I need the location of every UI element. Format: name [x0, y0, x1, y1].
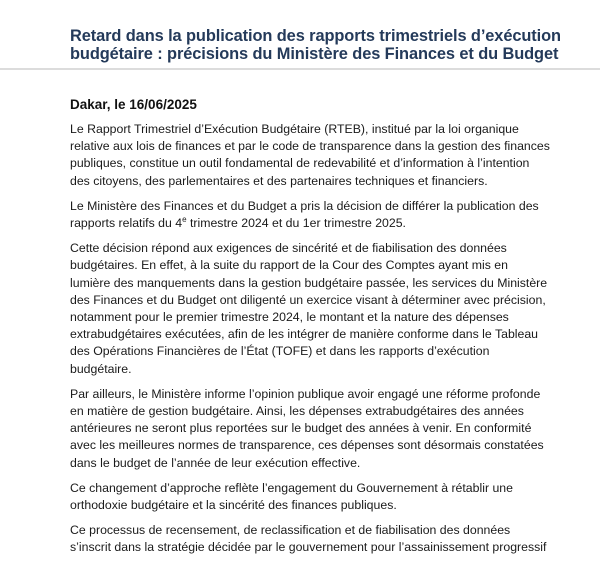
paragraph-line: Le Rapport Trimestriel d’Exécution Budgétaire (RTEB), institué par la loi organique	[70, 122, 519, 136]
paragraph-line: budgétaire.	[70, 361, 132, 376]
paragraph-line: avec les meilleures normes de transparence, ces dépenses sont désormais constatées	[70, 438, 544, 453]
paragraph-line: des Opérations Financières de l’État (TOFE) et dans les rapports d’exécution	[70, 344, 490, 359]
paragraph-line: Ce processus de recensement, de reclassification et de fiabilisation des données	[70, 523, 511, 538]
paragraph-line: extrabudgétaires exécutées, afin de les intégrer de manière conforme dans le Tableau	[70, 327, 539, 342]
page-title-line: budgétaire : précisions du Ministère des Finances et du Budget	[70, 45, 559, 63]
paragraph	[70, 480, 530, 514]
paragraph-line: des Finances et du Budget ont diligenté un exercice visant à déterminer avec précision,	[70, 292, 546, 307]
paragraph-line	[70, 215, 530, 232]
paragraph	[70, 386, 544, 472]
paragraph	[70, 240, 548, 378]
document-body	[70, 121, 550, 565]
paragraph	[70, 522, 547, 556]
paragraph-line: des citoyens, des parlementaires et des partenaires techniques et financiers.	[70, 173, 488, 188]
paragraph	[70, 198, 539, 232]
paragraph-line: dans le budget de l’année de leur exécution effective.	[70, 455, 361, 470]
paragraph-line: en matière de gestion budgétaire. Ainsi, les dépenses extrabudgétaires des années	[70, 404, 524, 419]
dateline: Dakar, le 16/06/2025	[70, 97, 197, 112]
paragraph-text-fragment: rapports relatifs du 4	[70, 216, 183, 231]
paragraph-line: orthodoxie budgétaire et la sincérité des finances publiques.	[70, 498, 397, 513]
paragraph-line: publiques, constitue un outil fondamental de redevabilité et d’information à l’intention	[70, 156, 530, 171]
paragraph-line: Par ailleurs, le Ministère informe l’opinion publique avoir engagé une réforme profonde	[70, 386, 541, 401]
paragraph-text-fragment: trimestre 2024 et du 1er trimestre 2025.	[189, 216, 406, 231]
ordinal-superscript: e	[182, 214, 187, 224]
paragraph-line: Ce changement d’approche reflète l’engagement du Gouvernement à rétablir une	[70, 480, 513, 495]
paragraph-line: notamment pour le premier trimestre 2024, le montant et la nature des dépenses	[70, 310, 509, 325]
paragraph-line: Le Ministère des Finances et du Budget a pris la décision de différer la publication des	[70, 198, 539, 213]
page-title-line: Retard dans la publication des rapports trimestriels d’exécution	[70, 27, 561, 45]
paragraph-line: antérieures ne seront plus reportées sur le budget des années à venir. En conformité	[70, 421, 532, 436]
paragraph-line: relative aux lois de finances et par le code de transparence dans la gestion des finances	[70, 139, 550, 154]
paragraph-line: lumière des manquements dans la gestion budgétaire passée, les services du Ministère	[70, 275, 548, 290]
paragraph	[70, 121, 550, 190]
paragraph-line: Cette décision répond aux exigences de sincérité et de fiabilisation des données	[70, 241, 507, 256]
paragraph-line: budgétaires. En effet, à la suite du rapport de la Cour des Comptes ayant mis en	[70, 258, 508, 273]
page-title	[70, 27, 560, 63]
paragraph-line: s’inscrit dans la stratégie décidée par le gouvernement pour l’assainissement progressif	[70, 540, 547, 555]
title-divider	[0, 68, 600, 70]
